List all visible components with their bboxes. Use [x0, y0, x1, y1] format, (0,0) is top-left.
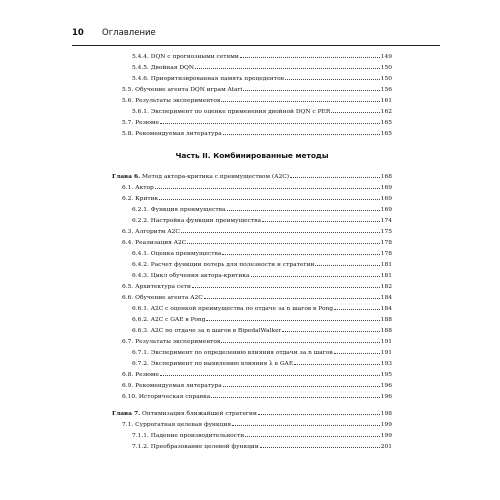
- toc-entry[interactable]: [122, 225, 392, 236]
- toc-entry-page: 191: [380, 339, 392, 345]
- toc-entry[interactable]: [122, 418, 392, 429]
- toc-entry-title: 6.3. Алгоритм A2C: [122, 229, 180, 235]
- leader-dots: [227, 203, 380, 211]
- toc-entry[interactable]: [132, 247, 392, 258]
- leader-dots: [204, 291, 380, 299]
- toc-entry-page: 181: [380, 273, 392, 279]
- toc-entry-page: 162: [380, 109, 392, 115]
- toc-entry-page: 165: [380, 131, 392, 137]
- leader-dots: [285, 72, 380, 80]
- toc-entry[interactable]: [122, 368, 392, 379]
- toc-entry-title: 6.6.2. A2C с GAE в Pong: [132, 317, 206, 323]
- leader-dots: [290, 170, 380, 178]
- toc-entry[interactable]: [122, 236, 392, 247]
- leader-dots: [315, 258, 379, 266]
- toc-entry-title: 6.5. Архитектура сети: [122, 284, 191, 290]
- leader-dots: [181, 225, 380, 233]
- toc-entry[interactable]: [132, 429, 392, 440]
- leader-dots: [294, 357, 380, 365]
- toc-entry[interactable]: [122, 379, 392, 390]
- toc-entry-title: 6.6.3. A2C по отдаче за n шагов в BipedalWalker: [132, 328, 282, 334]
- toc-chapter-7[interactable]: [112, 407, 392, 418]
- toc-entry[interactable]: [122, 181, 392, 192]
- toc-entry-page: 196: [380, 383, 392, 389]
- toc-entry-page: 165: [380, 120, 392, 126]
- toc-section-ch7: [112, 418, 392, 451]
- toc-entry-page: 156: [380, 87, 392, 93]
- leader-dots: [243, 83, 379, 91]
- chapter-title: Метод актора-критика с преимуществом (A2C): [142, 174, 290, 180]
- toc-entry[interactable]: [132, 269, 392, 280]
- toc-entry-page: 178: [380, 240, 392, 246]
- toc-chapter-6[interactable]: [112, 170, 392, 181]
- toc-entry-title: 6.2.1. Функция преимущества: [132, 207, 226, 213]
- toc-entry-page: 168: [380, 174, 392, 180]
- toc-entry-page: 150: [380, 76, 392, 82]
- toc-entry-page: 191: [380, 350, 392, 356]
- leader-dots: [223, 127, 380, 135]
- leader-dots: [331, 105, 379, 113]
- page-header: [72, 27, 440, 46]
- toc-entry[interactable]: [122, 280, 392, 291]
- leader-dots: [334, 346, 380, 354]
- toc-entry[interactable]: [122, 335, 392, 346]
- toc-entry-title: 6.2.2. Настройка функции преимущества: [132, 218, 261, 224]
- toc-entry-title: 7.1. Суррогатная целевая функция: [122, 422, 232, 428]
- toc-entry-title: 7.1.2. Преобразование целевой функции: [132, 444, 259, 450]
- leader-dots: [221, 94, 379, 102]
- toc-entry-page: 184: [380, 306, 392, 312]
- part-heading: Часть II. Комбинированные методы: [175, 151, 329, 160]
- toc-entry[interactable]: [132, 61, 392, 72]
- toc-entry[interactable]: [122, 192, 392, 203]
- toc-entry-page: 199: [380, 433, 392, 439]
- toc-entry-title: 6.9. Рекомендуемая литература: [122, 383, 222, 389]
- leader-dots: [232, 418, 380, 426]
- toc-entry-title: 6.10. Историческая справка: [122, 394, 211, 400]
- toc-entry-title: 6.7.2. Эксперимент по выявлению влияния λ в GAE: [132, 361, 294, 367]
- leader-dots: [187, 236, 379, 244]
- leader-dots: [211, 390, 379, 398]
- leader-dots: [192, 280, 380, 288]
- toc-entry[interactable]: [132, 203, 392, 214]
- leader-dots: [206, 313, 379, 321]
- toc-section-ch6: [112, 181, 392, 401]
- toc-entry[interactable]: [132, 50, 392, 61]
- toc-entry-title: 6.4.3. Цикл обучения актора-критика: [132, 273, 250, 279]
- toc-entry-title: 6.1. Актор: [122, 185, 154, 191]
- toc-entry[interactable]: [122, 390, 392, 401]
- toc-entry[interactable]: [122, 291, 392, 302]
- leader-dots: [251, 269, 380, 277]
- toc-entry-title: 5.8. Рекомендуемая литература: [122, 131, 222, 137]
- leader-dots: [245, 429, 380, 437]
- toc-entry-page: 169: [380, 207, 392, 213]
- toc-entry-title: 5.4.5. Двойная DQN: [132, 65, 195, 71]
- toc-entry-page: 198: [380, 411, 392, 417]
- page-number: 10: [72, 28, 84, 38]
- leader-dots: [160, 368, 380, 376]
- toc-entry-page: 169: [380, 185, 392, 191]
- toc-entry-page: 149: [380, 54, 392, 60]
- toc-entry-page: 174: [380, 218, 392, 224]
- toc-entry-title: 6.6. Обучение агента A2C: [122, 295, 203, 301]
- toc-entry[interactable]: [132, 440, 392, 451]
- toc-entry-title: 6.4. Реализация A2C: [122, 240, 187, 246]
- toc-entry[interactable]: [122, 116, 392, 127]
- toc-entry[interactable]: [132, 346, 392, 357]
- table-of-contents: [112, 50, 392, 451]
- toc-entry-title: 6.7. Результаты экспериментов: [122, 339, 221, 345]
- toc-entry-page: 188: [380, 317, 392, 323]
- toc-entry-page: 169: [380, 196, 392, 202]
- leader-dots: [195, 61, 380, 69]
- toc-entry[interactable]: [132, 313, 392, 324]
- toc-entry-title: 6.6.1. A2C с оценкой преимущества по отдаче за n шагов в Pong: [132, 306, 334, 312]
- toc-entry-title: 5.5. Обучение агента DQN играм Atari: [122, 87, 243, 93]
- toc-entry-page: 201: [380, 444, 392, 450]
- toc-entry-title: 6.7.1. Эксперимент по определению влияния отдачи за n шагов: [132, 350, 333, 356]
- toc-entry-page: 175: [380, 229, 392, 235]
- chapter-title: Оптимизация ближайшей стратегии: [142, 411, 257, 417]
- toc-entry-page: 182: [380, 284, 392, 290]
- toc-entry-title: 5.4.6. Приоритизированная память прецедентов: [132, 76, 284, 82]
- leader-dots: [282, 324, 379, 332]
- toc-entry-title: 5.6. Результаты экспериментов: [122, 98, 221, 104]
- toc-entry-title: 5.6.1. Эксперимент по оценке применения двойной DQN с PER: [132, 109, 331, 115]
- toc-entry-title: 5.7. Резюме: [122, 120, 159, 126]
- toc-entry[interactable]: [122, 94, 392, 105]
- toc-entry-page: 161: [380, 98, 392, 104]
- toc-entry-title: 5.4.4. DQN с прогнозными сетями: [132, 54, 239, 60]
- leader-dots: [258, 407, 380, 415]
- leader-dots: [222, 247, 379, 255]
- leader-dots: [223, 379, 380, 387]
- toc-entry-page: 199: [380, 422, 392, 428]
- toc-entry-page: 195: [380, 372, 392, 378]
- toc-entry-title: 6.4.2. Расчет функции потерь для полезности и стратегии: [132, 262, 315, 268]
- leader-dots: [334, 302, 380, 310]
- toc-entry-title: 7.1.1. Падение производительности: [132, 433, 245, 439]
- leader-dots: [160, 116, 380, 124]
- toc-entry-page: 178: [380, 251, 392, 257]
- toc-entry-title: 6.4.1. Оценка преимущества: [132, 251, 222, 257]
- toc-entry[interactable]: [132, 105, 392, 116]
- leader-dots: [240, 50, 380, 58]
- header-title: Оглавление: [102, 28, 156, 38]
- toc-entry[interactable]: [132, 258, 392, 269]
- toc-entry-page: 181: [380, 262, 392, 268]
- toc-entry-title: 6.8. Резюме: [122, 372, 159, 378]
- leader-dots: [262, 214, 380, 222]
- leader-dots: [260, 440, 380, 448]
- leader-dots: [155, 181, 380, 189]
- toc-entry[interactable]: [132, 214, 392, 225]
- toc-entry[interactable]: [122, 127, 392, 138]
- toc-entry[interactable]: [132, 302, 392, 313]
- toc-entry-page: 193: [380, 361, 392, 367]
- toc-entry-page: 184: [380, 295, 392, 301]
- toc-entry-page: 150: [380, 65, 392, 71]
- toc-entry[interactable]: [132, 357, 392, 368]
- chapter-label: Глава 7.: [112, 410, 141, 417]
- leader-dots: [159, 192, 380, 200]
- toc-entry[interactable]: [122, 83, 392, 94]
- chapter-label: Глава 6.: [112, 173, 141, 180]
- toc-section-top: [112, 50, 392, 138]
- toc-entry[interactable]: [132, 324, 392, 335]
- leader-dots: [221, 335, 379, 343]
- toc-entry-page: 196: [380, 394, 392, 400]
- toc-entry-page: 188: [380, 328, 392, 334]
- toc-entry-title: 6.2. Критик: [122, 196, 159, 202]
- toc-entry[interactable]: [132, 72, 392, 83]
